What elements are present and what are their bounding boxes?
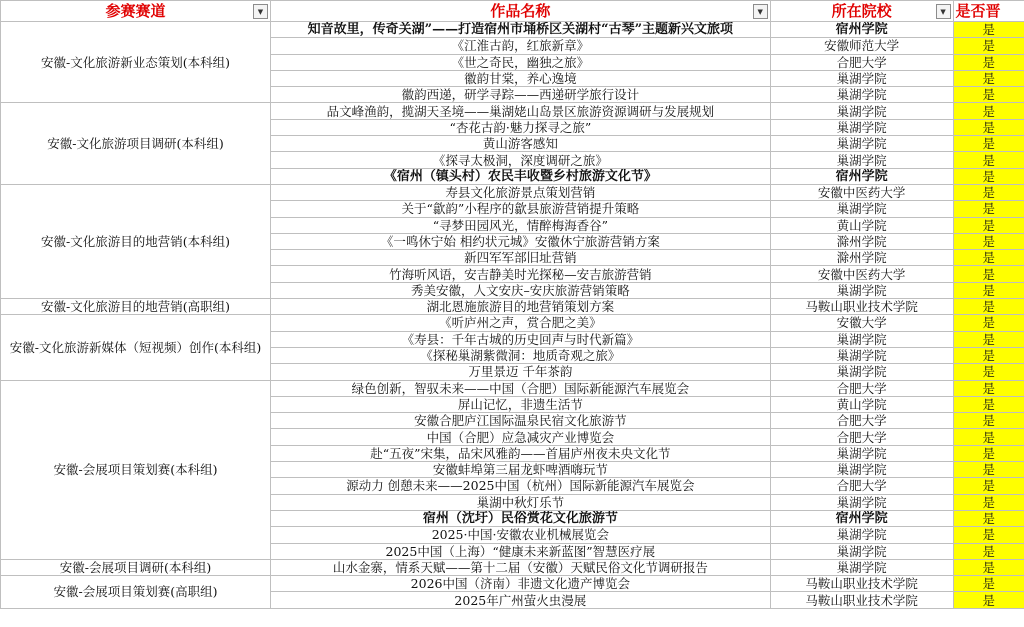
dropdown-arrow-icon[interactable]: ▼ <box>753 4 768 19</box>
advance-cell[interactable]: 是 <box>953 543 1024 559</box>
table-row <box>1 559 1024 575</box>
table-row <box>1 103 1024 119</box>
advance-cell[interactable]: 是 <box>953 119 1024 135</box>
advance-cell[interactable]: 是 <box>953 510 1024 526</box>
school-cell[interactable]: 合肥大学 <box>770 380 953 396</box>
school-cell[interactable]: 安徽大学 <box>770 315 953 331</box>
title-cell[interactable]: 新四军军部旧址营销 <box>270 250 770 266</box>
school-cell[interactable]: 宿州学院 <box>770 510 953 526</box>
category-cell[interactable]: 安徽-文化旅游目的地营销(高职组) <box>1 299 271 315</box>
header-advance[interactable] <box>953 1 1024 22</box>
advance-cell[interactable]: 是 <box>953 282 1024 298</box>
advance-cell[interactable]: 是 <box>953 70 1024 86</box>
header-row <box>1 1 1024 22</box>
category-cell[interactable]: 安徽-文化旅游目的地营销(本科组) <box>1 184 271 298</box>
advance-cell[interactable]: 是 <box>953 396 1024 412</box>
advance-cell[interactable]: 是 <box>953 494 1024 510</box>
header-title[interactable] <box>270 1 770 22</box>
title-cell[interactable]: 万里景迈 千年茶韵 <box>270 364 770 380</box>
advance-cell[interactable]: 是 <box>953 168 1024 184</box>
advance-cell[interactable]: 是 <box>953 299 1024 315</box>
advance-cell[interactable]: 是 <box>953 364 1024 380</box>
school-cell[interactable]: 安徽师范大学 <box>770 38 953 54</box>
school-cell[interactable]: 马鞍山职业技术学院 <box>770 299 953 315</box>
table-row <box>1 299 1024 315</box>
school-cell[interactable]: 巢湖学院 <box>770 364 953 380</box>
advance-cell[interactable]: 是 <box>953 315 1024 331</box>
dropdown-arrow-icon[interactable]: ▼ <box>253 4 268 19</box>
title-cell[interactable]: 2025年广州萤火虫漫展 <box>270 592 770 608</box>
advance-cell[interactable]: 是 <box>953 38 1024 54</box>
advance-cell[interactable]: 是 <box>953 184 1024 200</box>
category-cell[interactable]: 安徽-会展项目策划赛(本科组) <box>1 380 271 559</box>
title-cell[interactable]: 竹海听风语，安吉静美时光探秘—安吉旅游营销 <box>270 266 770 282</box>
title-cell[interactable]: 秀美安徽，人文安庆–安庆旅游营销策略 <box>270 282 770 298</box>
school-cell[interactable]: 巢湖学院 <box>770 494 953 510</box>
header-category[interactable] <box>1 1 271 22</box>
title-cell[interactable]: 《探寻太极洞，深度调研之旅》 <box>270 152 770 168</box>
advance-cell[interactable]: 是 <box>953 201 1024 217</box>
school-cell[interactable]: 巢湖学院 <box>770 119 953 135</box>
category-cell[interactable]: 安徽-文化旅游新媒体（短视频）创作(本科组) <box>1 315 271 380</box>
school-cell[interactable]: 合肥大学 <box>770 54 953 70</box>
school-cell[interactable]: 巢湖学院 <box>770 347 953 363</box>
table-body <box>1 22 1024 609</box>
school-cell[interactable]: 黄山学院 <box>770 217 953 233</box>
advance-cell[interactable]: 是 <box>953 87 1024 103</box>
school-cell[interactable]: 巢湖学院 <box>770 152 953 168</box>
category-cell[interactable]: 安徽-会展项目调研(本科组) <box>1 559 271 575</box>
advance-cell[interactable]: 是 <box>953 445 1024 461</box>
school-cell[interactable]: 合肥大学 <box>770 478 953 494</box>
school-cell[interactable]: 巢湖学院 <box>770 103 953 119</box>
advance-cell[interactable]: 是 <box>953 478 1024 494</box>
title-cell[interactable]: 屏山记忆，非遗生活节 <box>270 396 770 412</box>
school-cell[interactable]: 马鞍山职业技术学院 <box>770 576 953 592</box>
title-cell[interactable]: 中国（合肥）应急减灾产业博览会 <box>270 429 770 445</box>
advance-cell[interactable]: 是 <box>953 136 1024 152</box>
title-cell[interactable]: 徽韵西递，研学寻踪——西递研学旅行设计 <box>270 87 770 103</box>
school-cell[interactable]: 马鞍山职业技术学院 <box>770 592 953 608</box>
title-cell[interactable]: 《一鸣休宁始 相约状元城》安徽休宁旅游营销方案 <box>270 233 770 249</box>
school-cell[interactable]: 安徽中医药大学 <box>770 184 953 200</box>
school-cell[interactable]: 宿州学院 <box>770 168 953 184</box>
title-cell[interactable]: 源动力 创憩未来——2025中国（杭州）国际新能源汽车展览会 <box>270 478 770 494</box>
advance-cell[interactable]: 是 <box>953 233 1024 249</box>
school-cell[interactable]: 巢湖学院 <box>770 331 953 347</box>
title-cell[interactable]: 2026中国（济南）非遗文化遗产博览会 <box>270 576 770 592</box>
title-cell[interactable]: 品文峰渔韵，揽湖天圣境——巢湖姥山岛景区旅游资源调研与发展规划 <box>270 103 770 119</box>
school-cell[interactable]: 巢湖学院 <box>770 136 953 152</box>
advance-cell[interactable]: 是 <box>953 380 1024 396</box>
title-cell[interactable]: 绿色创新，智驭未来——中国（合肥）国际新能源汽车展览会 <box>270 380 770 396</box>
school-cell[interactable]: 巢湖学院 <box>770 462 953 478</box>
title-cell[interactable]: 山水金寨，情系天赋——第十二届（安徽）天赋民俗文化节调研报告 <box>270 559 770 575</box>
school-cell[interactable]: 巢湖学院 <box>770 87 953 103</box>
table-row <box>1 380 1024 396</box>
advance-cell[interactable]: 是 <box>953 217 1024 233</box>
title-cell[interactable]: 赴“五夜”宋集，品宋风雅韵——首届庐州夜未央文化节 <box>270 445 770 461</box>
school-cell[interactable]: 巢湖学院 <box>770 445 953 461</box>
school-cell[interactable]: 安徽中医药大学 <box>770 266 953 282</box>
header-school-label: 所在院校 <box>831 2 892 20</box>
title-cell[interactable]: 2025中国（上海）“健康未来新蓝图”智慧医疗展 <box>270 543 770 559</box>
category-cell[interactable]: 安徽-会展项目策划赛(高职组) <box>1 576 271 609</box>
title-cell[interactable]: 巢湖中秋灯乐节 <box>270 494 770 510</box>
advance-cell[interactable]: 是 <box>953 429 1024 445</box>
school-cell[interactable]: 合肥大学 <box>770 429 953 445</box>
advance-cell[interactable]: 是 <box>953 559 1024 575</box>
header-advance-label: 是否晋 <box>955 2 1001 20</box>
school-cell[interactable]: 巢湖学院 <box>770 543 953 559</box>
category-cell[interactable]: 安徽-文化旅游新业态策划(本科组) <box>1 22 271 103</box>
advance-cell[interactable]: 是 <box>953 462 1024 478</box>
title-cell[interactable]: 《宿州（镇头村）农民丰收暨乡村旅游文化节》 <box>270 168 770 184</box>
advance-cell[interactable]: 是 <box>953 152 1024 168</box>
school-cell[interactable]: 巢湖学院 <box>770 559 953 575</box>
school-cell[interactable]: 合肥大学 <box>770 413 953 429</box>
title-cell[interactable]: 安徽蚌埠第三届龙虾啤酒嗨玩节 <box>270 462 770 478</box>
title-cell[interactable]: 安徽合肥庐江国际温泉民宿文化旅游节 <box>270 413 770 429</box>
header-title-label: 作品名称 <box>490 2 551 20</box>
school-cell[interactable]: 宿州学院 <box>770 22 953 38</box>
title-cell[interactable]: 《探秘巢湖紫微洞：地质奇观之旅》 <box>270 347 770 363</box>
title-cell[interactable]: 宿州（沈圩）民俗赏花文化旅游节 <box>270 510 770 526</box>
advance-cell[interactable]: 是 <box>953 576 1024 592</box>
table-row <box>1 184 1024 200</box>
title-cell[interactable]: 《江淮古韵，红旅新章》 <box>270 38 770 54</box>
title-cell[interactable]: 《世之奇民，幽独之旅》 <box>270 54 770 70</box>
title-cell[interactable]: 《听庐州之声，赏合肥之美》 <box>270 315 770 331</box>
school-cell[interactable]: 黄山学院 <box>770 396 953 412</box>
advance-cell[interactable]: 是 <box>953 527 1024 543</box>
table-row <box>1 576 1024 592</box>
title-cell[interactable]: 2025·中国·安徽农业机械展览会 <box>270 527 770 543</box>
advance-cell[interactable]: 是 <box>953 250 1024 266</box>
title-cell[interactable]: “杏花古韵·魅力探寻之旅” <box>270 119 770 135</box>
title-cell[interactable]: 黄山游客感知 <box>270 136 770 152</box>
header-school[interactable] <box>770 1 953 22</box>
title-cell[interactable]: 关于“歙韵”小程序的歙县旅游营销提升策略 <box>270 201 770 217</box>
advance-cell[interactable]: 是 <box>953 22 1024 38</box>
table-row <box>1 22 1024 38</box>
title-cell[interactable]: 寿县文化旅游景点策划营销 <box>270 184 770 200</box>
title-cell[interactable]: 知音故里，传奇关湖”——打造宿州市埇桥区关湖村“古琴”主题新兴文旅项 <box>270 22 770 38</box>
title-cell[interactable]: 湖北恩施旅游目的地营销策划方案 <box>270 299 770 315</box>
advance-cell[interactable]: 是 <box>953 103 1024 119</box>
advance-cell[interactable]: 是 <box>953 592 1024 608</box>
advance-cell[interactable]: 是 <box>953 266 1024 282</box>
school-cell[interactable]: 滁州学院 <box>770 250 953 266</box>
dropdown-arrow-icon[interactable]: ▼ <box>936 4 951 19</box>
advance-cell[interactable]: 是 <box>953 331 1024 347</box>
header-category-label: 参赛赛道 <box>105 2 166 20</box>
advance-cell[interactable]: 是 <box>953 413 1024 429</box>
title-cell[interactable]: 《寿县：千年古城的历史回声与时代新篇》 <box>270 331 770 347</box>
title-cell[interactable]: 徽韵甘棠，养心逸境 <box>270 70 770 86</box>
title-cell[interactable]: “寻梦田园风光，情醉梅海香谷” <box>270 217 770 233</box>
school-cell[interactable]: 巢湖学院 <box>770 70 953 86</box>
school-cell[interactable]: 巢湖学院 <box>770 282 953 298</box>
school-cell[interactable]: 巢湖学院 <box>770 201 953 217</box>
table-row <box>1 315 1024 331</box>
school-cell[interactable]: 滁州学院 <box>770 233 953 249</box>
category-cell[interactable]: 安徽-文化旅游项目调研(本科组) <box>1 103 271 184</box>
school-cell[interactable]: 巢湖学院 <box>770 527 953 543</box>
advance-cell[interactable]: 是 <box>953 54 1024 70</box>
advance-cell[interactable]: 是 <box>953 347 1024 363</box>
